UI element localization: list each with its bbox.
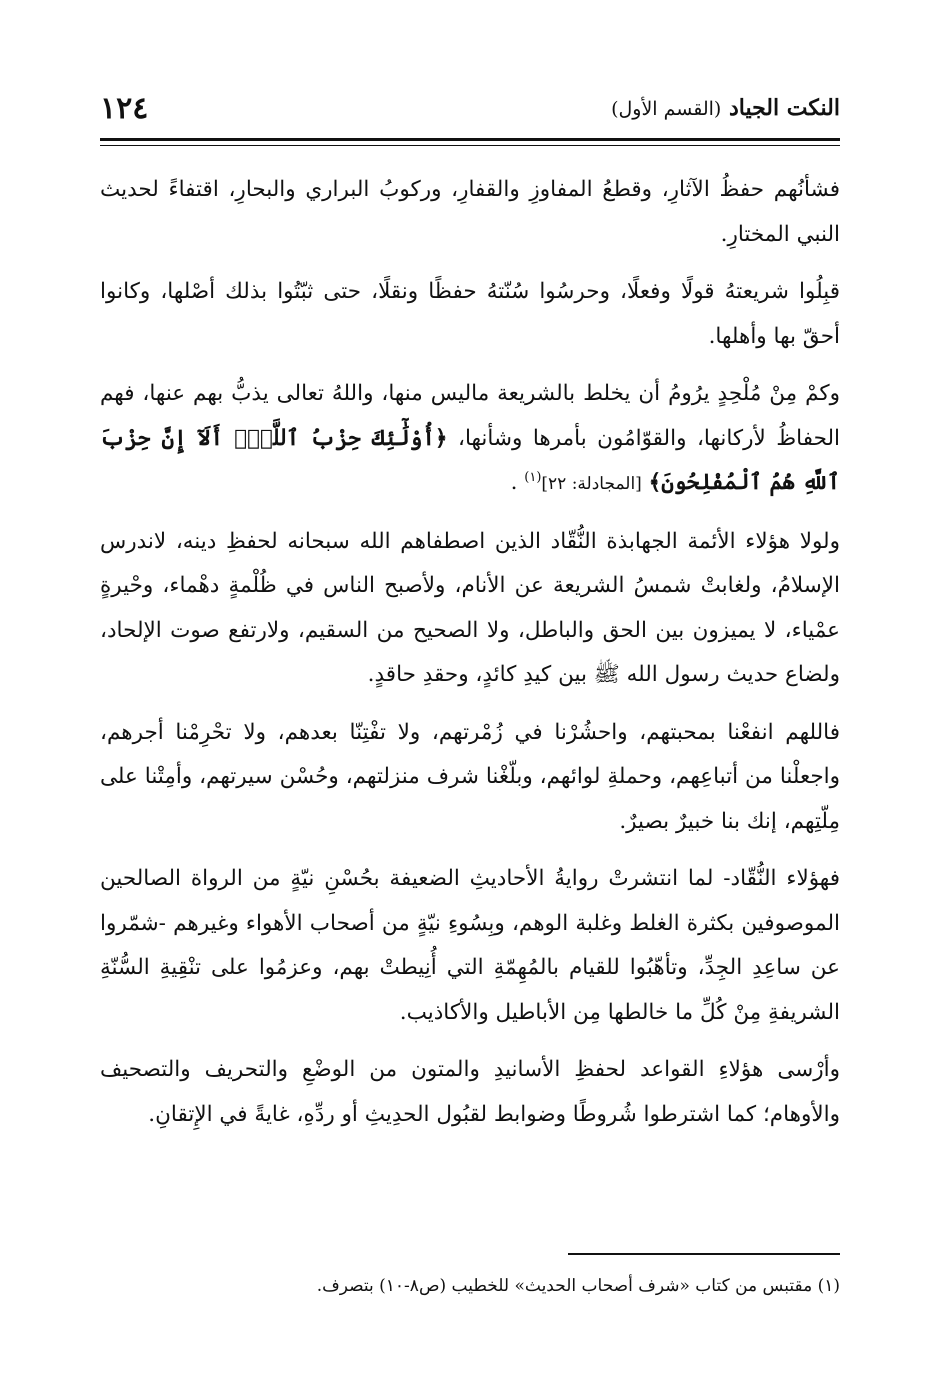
- paragraph-1: فشأنُهم حفظُ الآثارِ، وقطعُ المفاوزِ والقفارِ، وركوبُ البراري والبحارِ، اقتفاءً لحديث النبي المختارِ.: [100, 177, 840, 247]
- body-text: [100, 168, 840, 1150]
- paragraph-3-text: وكمْ مِنْ مُلْحِدٍ يرُومُ أن يخلط بالشريعة ماليس منها، واللهُ تعالى يذبُّ بهم عنها، فهم الحفاظُ لأركانها، والقوّامُون بأمرها وشأنها،: [100, 381, 840, 451]
- paragraph-4: ولولا هؤلاء الأئمة الجهابذة النُّقّاد الذين اصطفاهم الله سبحانه لحفظِ دينه، لاندرس الإسلامُ، ولغابتْ شمسُ الشريعة عن الأنام، ولأصبح الناس في ظُلْمةٍ دهْماء، وحْيرةٍ عمْياء، لا يميزون بين الحق والباطل، ولا الصحيح من السقيم، ولارتفع صوت الإلحاد، ولضاع حديث رسول الله ﷺ بين كيدِ كائدٍ، وحقدِ حاقدٍ.: [100, 528, 840, 687]
- paragraph-5: فاللهم انفعْنا بمحبتهم، واحشُرْنا في زُمْرتهم، ولا تفْتِنّا بعدهم، ولا تحْرِمْنا أجرهم، واجعلْنا من أتباعِهم، وحملةِ لوائهم، وبلّغْنا شرف منزلتهم، وحُسْن سيرتهم، وأمِتْنا على مِلّتِهم، إنك بنا خبيرٌ بصيرٌ.: [100, 719, 840, 834]
- footnote-marker[interactable]: (١): [524, 469, 542, 485]
- book-title: النكت الجياد: [728, 95, 840, 121]
- paragraph-2: قبِلُوا شريعتهُ قولًا وفعلًا، وحرسُوا سُنّتهُ حفظًا ونقلًا، حتى ثبّتُوا بذلك أصْلها، وكانوا أحقّ بها وأهلها.: [100, 279, 840, 349]
- paragraph-3: [100, 372, 840, 507]
- footnote: (١) مقتبس من كتاب «شرف أصحاب الحديث» للخطيب (ص٨-١٠) بتصرف.: [316, 1276, 840, 1296]
- paragraph-6: فهؤلاء النُّقّاد- لما انتشرتْ روايةُ الأحاديثِ الضعيفة بحُسْنِ نيّةٍ من الرواة الصالحين الموصوفين بكثرة الغلط وغلبة الوهم، وبِسُوءِ نيّةٍ من أصحاب الأهواء وغيرهم -شمّروا عن ساعِدِ الجِدِّ، وتأهّبُوا للقيام بالمُهِمّةِ التي أُنِيطتْ بهم، وعزمُوا على تنْقِيةِ السُّنّةِ الشريفةِ مِنْ كُلِّ ما خالطها مِن الأباطيل والأكاذيب.: [100, 866, 840, 1025]
- header-rule-thin: [100, 145, 840, 146]
- document-page: [100, 0, 840, 1389]
- book-part: (القسم الأول): [611, 98, 722, 120]
- paragraph-7: وأرْسى هؤلاءِ القواعد لحفظِ الأسانيدِ والمتون من الوضْعِ والتحريف والتصحيف والأوهام؛ كما اشترطوا شُروطًا وضوابط لقبُول الحدِيثِ أو ردِّهِ، غايةً في الإِتقانِ.: [100, 1057, 840, 1127]
- paragraph-3-end: .: [510, 470, 518, 495]
- quran-verse: ﴿أُوْلَٰٓئِكَ حِزْبُ ٱللَّهِۚ أَلَآ إِنَّ حِزْبَ ٱللَّهِ هُمُ ٱلْمُفْلِحُونَ﴾: [100, 425, 840, 495]
- running-title: [611, 95, 840, 121]
- header-rule-thick: [100, 138, 840, 141]
- footnote-separator: [568, 1253, 840, 1255]
- quran-reference: [المجادلة: ٢٢]: [541, 474, 642, 494]
- page-number: ١٢٤: [100, 90, 149, 126]
- page-header: [100, 88, 840, 128]
